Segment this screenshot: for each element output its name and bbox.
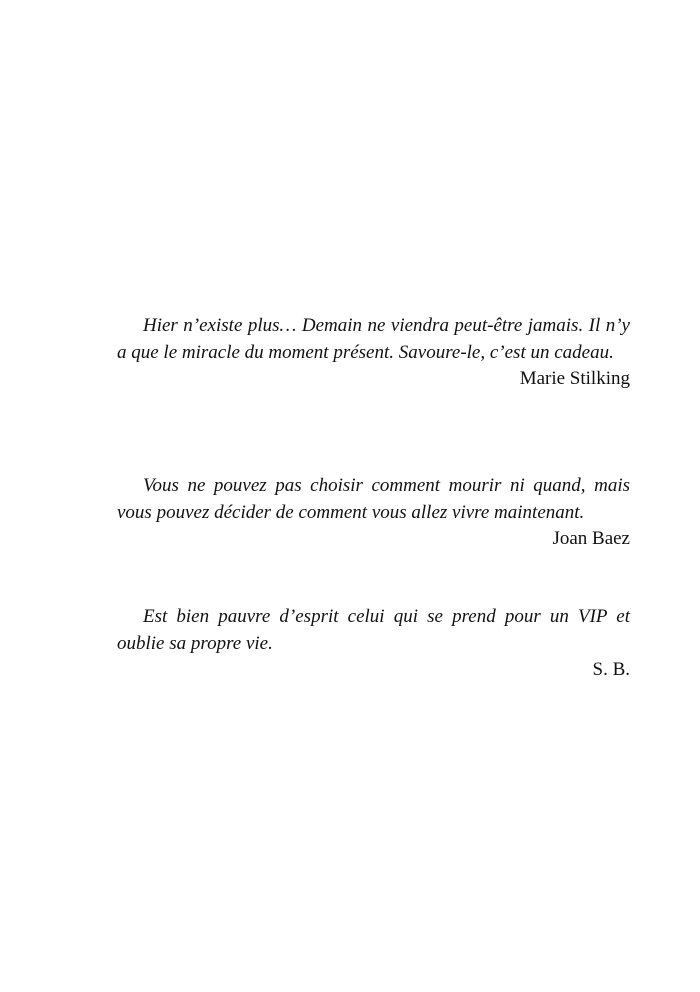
quote-text: Hier n’existe plus… Demain ne viendra peut-être jamais. Il n’y a que le miracle du moment présent. Savoure-le, c’est un cadeau.	[117, 315, 630, 363]
quote-author: S. B.	[592, 659, 630, 680]
quote-block	[117, 473, 630, 553]
quote-block	[117, 604, 630, 684]
quote-text: Est bien pauvre d’esprit celui qui se prend pour un VIP et oublie sa propre vie.	[117, 606, 630, 654]
quote-block	[117, 313, 630, 393]
quote-text: Vous ne pouvez pas choisir comment mourir ni quand, mais vous pouvez décider de comment vous allez vivre maintenant.	[117, 475, 630, 523]
quote-author: Joan Baez	[552, 528, 630, 549]
quote-author: Marie Stilking	[519, 368, 630, 389]
